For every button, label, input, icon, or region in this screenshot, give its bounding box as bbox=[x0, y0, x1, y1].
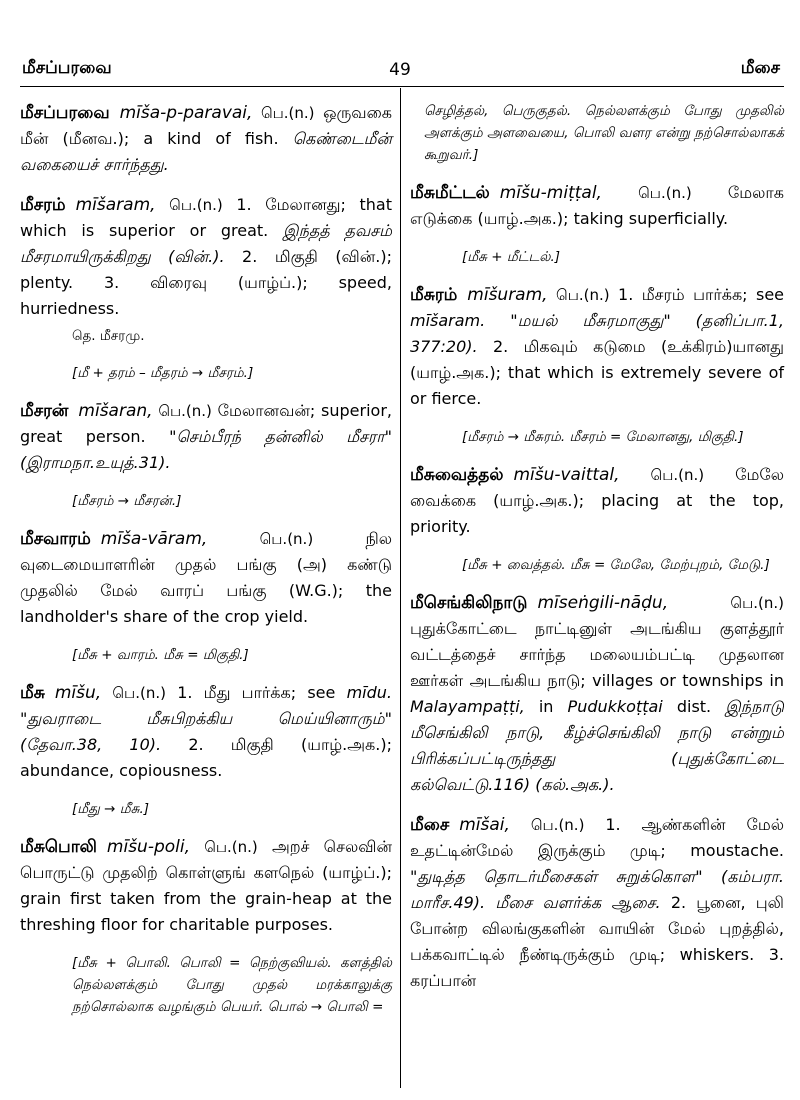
definition: மேலாக எடுக்கை (யாழ்.அக.); taking superficially. bbox=[410, 183, 784, 228]
transliteration: mīša-vāram, bbox=[100, 529, 208, 549]
headword: மீசு bbox=[20, 683, 45, 703]
cross-reference: mīšaram. bbox=[410, 311, 486, 330]
etymology-note: [மீசரம் → மீசரன்.] bbox=[72, 493, 182, 509]
dictionary-entry bbox=[410, 812, 784, 994]
left-column bbox=[20, 100, 392, 1032]
part-of-speech: பெ.(n.) bbox=[730, 594, 784, 612]
etymology-note: [மீசு + பொலி. பொலி = நெற்குவியல். களத்தில் நெல்லளக்கும் போது முதல் மரக்காலுக்கு நற்சொல்லாக வழங்கும் பெயர். பொல் → பொலி = bbox=[72, 955, 392, 1015]
dictionary-entry bbox=[410, 462, 784, 540]
quotation: "துவராடை மீசுபிறக்கிய மெய்யினாரும்" (தேவா.38, 10). bbox=[20, 709, 392, 754]
transliteration: mīšuram, bbox=[467, 285, 548, 305]
definition: 1. மீது பார்க்க; see bbox=[177, 683, 336, 702]
header-left-guide-word: மீசப்பரவை bbox=[22, 58, 112, 78]
headword: மீசுமீட்டல் bbox=[410, 183, 490, 203]
part-of-speech: பெ.(n.) bbox=[650, 466, 705, 484]
quotation: "மயல் மீசுரமாகுது" (தனிப்பா.1, 377:20). bbox=[410, 311, 784, 356]
dictionary-entry bbox=[20, 680, 392, 784]
dictionary-entry bbox=[20, 100, 392, 178]
part-of-speech: பெ.(n.) bbox=[556, 286, 610, 304]
definition: புதுக்கோட்டை நாட்டினுள் அடங்கிய குளத்தூர் வட்டத்தைச் சார்ந்த மலையம்பட்டி முதலான ஊர்கள் அடங்கிய நாடு; villages or townships in bbox=[410, 619, 784, 690]
etymology-note: [மீசு + வைத்தல். மீசு = மேலே, மேற்புறம், மேடு.] bbox=[462, 557, 770, 573]
transliteration: mīšaran, bbox=[78, 401, 153, 421]
dictionary-entry bbox=[20, 834, 392, 938]
definition: 1. மீசரம் பார்க்க; see bbox=[618, 285, 785, 304]
definition: மேலானவன்; superior, great person. bbox=[20, 401, 392, 446]
headword: மீசரன் bbox=[20, 401, 69, 421]
header-right-guide-word: மீசை bbox=[740, 58, 780, 78]
part-of-speech: பெ.(n.) bbox=[204, 838, 258, 856]
etymology-note: [மீ + தரம் – மீதரம் → மீசரம்.] bbox=[72, 365, 254, 381]
etymology-note: [மீசு + வாரம். மீசு = மிகுதி.] bbox=[72, 647, 249, 663]
header-rule bbox=[20, 86, 784, 87]
place-name: Malayampaṭṭi, bbox=[410, 697, 525, 716]
definition: ஒருவகை மீன் (மீனவ.); a kind of fish. bbox=[20, 103, 392, 148]
etymology-note: [மீசு + மீட்டல்.] bbox=[462, 249, 561, 265]
part-of-speech: பெ.(n.) bbox=[158, 402, 212, 420]
headword: மீசை bbox=[410, 815, 450, 835]
headword: மீசுபொலி bbox=[20, 837, 97, 857]
quotation: "செம்பீரந் தன்னில் மீசரா" (இராமநா.உயுத்.31). bbox=[20, 427, 393, 472]
transliteration: mīšaram, bbox=[75, 195, 156, 215]
part-of-speech: பெ.(n.) bbox=[112, 684, 166, 702]
definition: in bbox=[538, 697, 554, 716]
transliteration: mīseṅgili-nāḍu, bbox=[537, 593, 669, 613]
quotation: இந்நாடு மீசெங்கிலி நாடு, கீழ்ச்செங்கிலி நாடு என்றும் பிரிக்கப்பட்டிருந்தது (புதுக்கோட்டை கல்வெட்டு.116) (கல்.அக.). bbox=[410, 697, 784, 794]
part-of-speech: பெ.(n.) bbox=[260, 104, 315, 122]
part-of-speech: பெ.(n.) bbox=[530, 816, 585, 834]
definition: நில வுடைமையாளரின் முதல் பங்கு (அ) கண்டு முதலில் மேல் வாரப் பங்கு (W.G.); the landholder's share of the crop yield. bbox=[20, 529, 392, 626]
headword: மீசப்பரவை bbox=[20, 103, 110, 123]
transliteration: mīša-p-paravai, bbox=[119, 103, 253, 123]
definition: 2. பூனை, புலி போன்ற விலங்குகளின் வாயின் மேல் புறத்தில், பக்கவாட்டில் நீண்டிருக்கும் முடி; whiskers. 3. கரப்பான் bbox=[410, 893, 784, 990]
cognate-note: தெ. மீசரமு. bbox=[72, 328, 145, 344]
definition: 2. மிகுதி (வின்.); plenty. 3. விரைவு (யாழ்ப்.); speed, hurriedness. bbox=[20, 247, 392, 318]
quotation: இந்தத் தவசம் மீசரமாயிருக்கிறது (வின்.). bbox=[20, 221, 392, 266]
transliteration: mīšu-miṭṭal, bbox=[499, 183, 602, 203]
headword: மீசரம் bbox=[20, 195, 66, 215]
transliteration: mīšu, bbox=[54, 683, 102, 703]
part-of-speech: பெ.(n.) bbox=[169, 196, 223, 214]
etymology-continuation: செழித்தல், பெருகுதல். நெல்லளக்கும் போது முதலில் அளக்கும் அளவையை, பொலி வளர என்று நற்சொல்லாகக் கூறுவர்.] bbox=[424, 103, 784, 163]
definition: 2. மிகவும் கடுமை (உக்கிரம்)யானது (யாழ்.அக.); that which is extremely severe of or fierce. bbox=[410, 337, 784, 408]
dictionary-entry bbox=[20, 526, 392, 630]
right-column bbox=[410, 100, 784, 1008]
etymology-note: [மீது → மீசு.] bbox=[72, 801, 150, 817]
dictionary-entry bbox=[20, 192, 392, 322]
definition: 2. மிகுதி (யாழ்.அக.); abundance, copiousness. bbox=[20, 735, 392, 780]
dictionary-entry bbox=[410, 590, 784, 798]
page-number: 49 bbox=[389, 60, 411, 80]
dictionary-entry bbox=[410, 282, 784, 412]
transliteration: mīšai, bbox=[459, 815, 510, 835]
definition: 1. ஆண்களின் மேல் உதட்டின்மேல் இருக்கும் முடி; moustache. bbox=[410, 815, 784, 860]
definition-note: கெண்டைமீன் வகையைச் சார்ந்தது. bbox=[20, 129, 392, 174]
part-of-speech: பெ.(n.) bbox=[259, 530, 314, 548]
part-of-speech: பெ.(n.) bbox=[638, 184, 692, 202]
quotation: "துடித்த தொடர்மீசைகள் சுறுக்கொள" (கம்பரா. மாரீச.49). மீசை வளர்க்க ஆசை. bbox=[410, 867, 784, 912]
headword: மீசெங்கிலிநாடு bbox=[410, 593, 528, 613]
headword: மீசுரம் bbox=[410, 285, 458, 305]
definition: 1. மேலானது; that which is superior or great. bbox=[20, 195, 392, 240]
etymology-note: [மீசரம் → மீசுரம். மீசரம் = மேலானது, மிகுதி.] bbox=[462, 429, 744, 445]
column-divider bbox=[400, 88, 401, 1088]
transliteration: mīšu-vaittal, bbox=[513, 465, 620, 485]
definition: அறச் செலவின் பொருட்டு முதலிற் கொள்ளுங் களநெல் (யாழ்ப்.); grain first taken from the grain-heap at the threshing floor for charitable purposes. bbox=[20, 837, 392, 934]
cross-reference: mīdu. bbox=[346, 683, 393, 702]
page-header bbox=[0, 0, 800, 90]
headword: மீசுவைத்தல் bbox=[410, 465, 504, 485]
headword: மீசவாரம் bbox=[20, 529, 91, 549]
dictionary-entry bbox=[410, 180, 784, 232]
definition: மேலே வைக்கை (யாழ்.அக.); placing at the top, priority. bbox=[410, 465, 784, 536]
transliteration: mīšu-poli, bbox=[106, 837, 190, 857]
definition: dist. bbox=[676, 697, 712, 716]
place-name: Pudukkoṭṭai bbox=[567, 697, 663, 716]
dictionary-entry bbox=[20, 398, 392, 476]
